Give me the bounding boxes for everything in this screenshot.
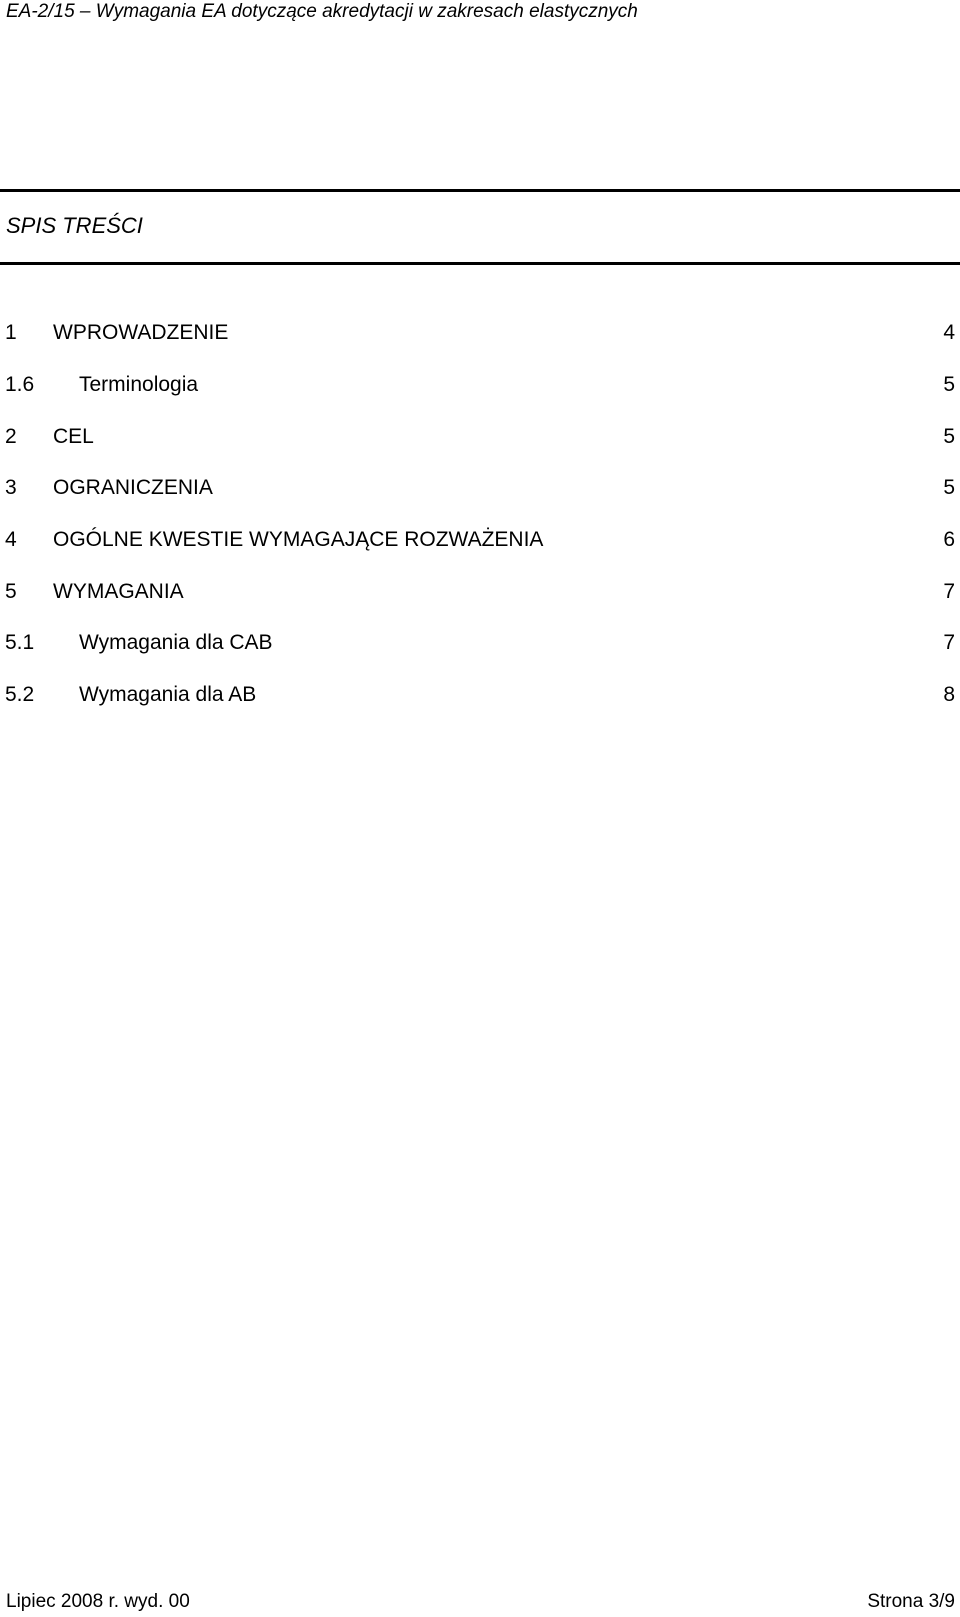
- toc-entry-page: 5: [943, 373, 955, 396]
- toc-entry[interactable]: [0, 680, 960, 710]
- toc-entry-page: 5: [943, 476, 955, 499]
- toc-entry-label: WYMAGANIA: [53, 580, 184, 603]
- toc-entry-number: 3: [5, 476, 17, 499]
- toc-entry-label: CEL: [53, 425, 94, 448]
- toc-entry[interactable]: [0, 370, 960, 400]
- toc-bottom-rule: [0, 262, 960, 265]
- toc-entry-page: 8: [943, 683, 955, 706]
- toc-entry-page: 4: [943, 321, 955, 344]
- toc-entry[interactable]: [0, 422, 960, 452]
- toc-entry[interactable]: [0, 318, 960, 348]
- footer-page-indicator: Strona 3/9: [867, 1591, 955, 1612]
- toc-entry-page: 7: [943, 580, 955, 603]
- toc-entry-number: 1.6: [5, 373, 35, 396]
- toc-entry-number: 2: [5, 425, 17, 448]
- toc-entry-number: 5.2: [5, 683, 35, 706]
- toc-entry-page: 5: [943, 425, 955, 448]
- toc-entry-label: OGRANICZENIA: [53, 476, 213, 499]
- toc-entry-number: 5.1: [5, 631, 35, 654]
- toc-entry-label: OGÓLNE KWESTIE WYMAGAJĄCE ROZWAŻENIA: [53, 528, 544, 551]
- toc-entry-number: 5: [5, 580, 17, 603]
- toc-entry-label: Wymagania dla AB: [79, 683, 257, 706]
- toc-entry-number: 1: [5, 321, 17, 344]
- toc-entry-label: Terminologia: [79, 373, 199, 396]
- toc-entry-number: 4: [5, 528, 17, 551]
- toc-entry-label: WPROWADZENIE: [53, 321, 229, 344]
- footer-edition: Lipiec 2008 r. wyd. 00: [6, 1591, 190, 1612]
- toc-top-rule: [0, 189, 960, 192]
- toc-entry[interactable]: [0, 525, 960, 555]
- toc-entry[interactable]: [0, 577, 960, 607]
- toc-entry-page: 6: [943, 528, 955, 551]
- toc-entry[interactable]: [0, 628, 960, 658]
- toc-entry-page: 7: [943, 631, 955, 654]
- running-header: EA-2/15 – Wymagania EA dotyczące akredytacji w zakresach elastycznych: [6, 1, 638, 22]
- toc-title: SPIS TREŚCI: [6, 213, 143, 238]
- toc-entry-label: Wymagania dla CAB: [79, 631, 273, 654]
- toc-entry[interactable]: [0, 473, 960, 503]
